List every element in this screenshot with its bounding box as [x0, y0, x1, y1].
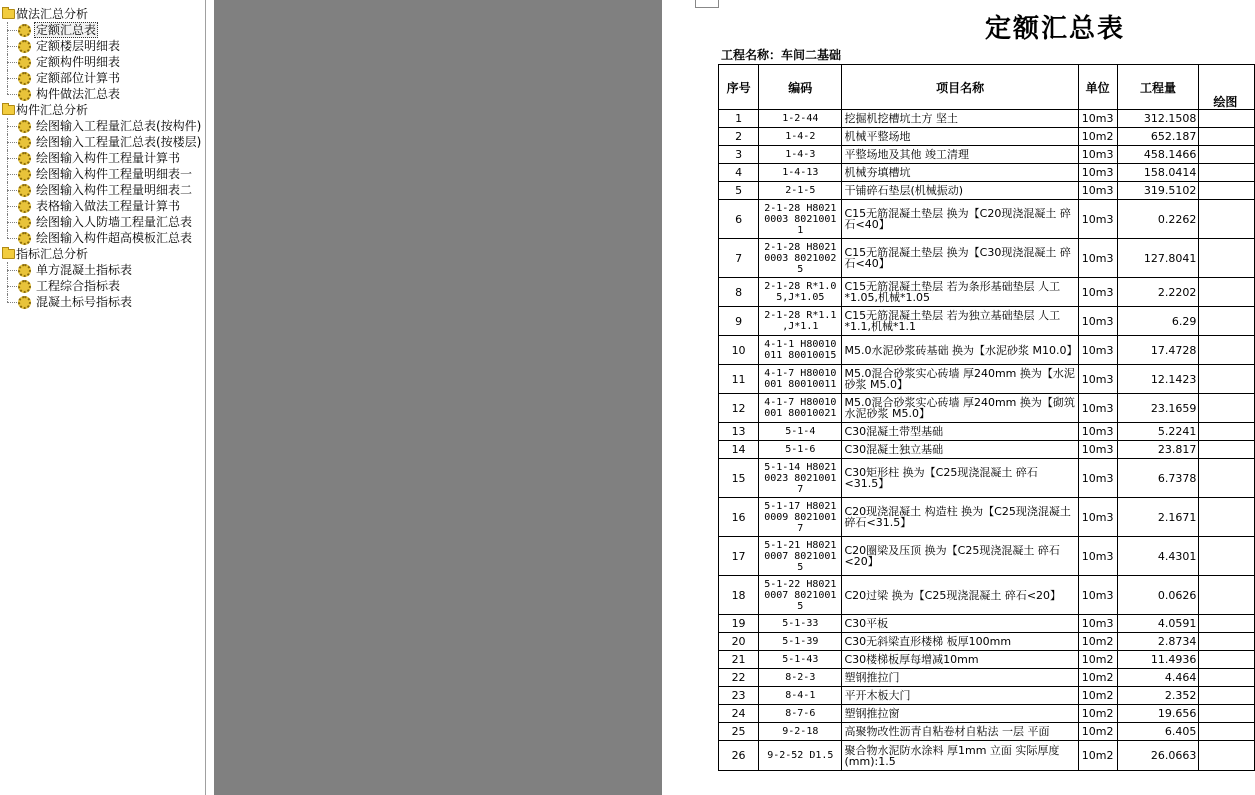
tree-item[interactable]: [0, 70, 205, 86]
cell-unit: 10m3: [1078, 394, 1117, 423]
cell-drawing: [1199, 128, 1255, 146]
report-tree: [0, 6, 205, 310]
cell-name: C20圈梁及压顶 换为【C25现浇混凝土 碎石<20】: [842, 537, 1078, 576]
cell-qty: 23.1659: [1117, 394, 1199, 423]
cell-unit: 10m3: [1078, 576, 1117, 615]
cell-unit: 10m3: [1078, 336, 1117, 365]
cell-code: 2-1-28 H8021 0003 8021002 5: [759, 239, 842, 278]
table-body: [719, 110, 1255, 771]
cell-code: 2-1-28 R*1.1 ,J*1.1: [759, 307, 842, 336]
quota-summary-table: [718, 64, 1255, 771]
cell-drawing: [1199, 365, 1255, 394]
cell-name: C30平板: [842, 615, 1078, 633]
header-qty: 工程量: [1117, 65, 1199, 110]
cell-name: 聚合物水泥防水涂料 厚1mm 立面 实际厚度(mm):1.5: [842, 741, 1078, 771]
cell-drawing: [1199, 741, 1255, 771]
tree-item-label: 绘图输入构件超高模板汇总表: [36, 231, 193, 245]
cell-drawing: [1199, 200, 1255, 239]
cell-seq: 14: [719, 441, 759, 459]
folder-icon: [2, 105, 15, 115]
tree-connector: [7, 302, 17, 303]
table-row: [719, 110, 1255, 128]
cell-unit: 10m2: [1078, 128, 1117, 146]
cell-qty: 6.7378: [1117, 459, 1199, 498]
table-row: [719, 615, 1255, 633]
cell-name: 挖掘机挖槽坑土方 坚土: [842, 110, 1078, 128]
cell-seq: 18: [719, 576, 759, 615]
cell-drawing: [1199, 633, 1255, 651]
report-gear-icon: [18, 168, 31, 181]
tree-item[interactable]: [0, 38, 205, 54]
tree-connector: [7, 158, 17, 159]
tree-item[interactable]: [0, 278, 205, 294]
page-margin: [662, 0, 695, 795]
table-row: [719, 459, 1255, 498]
cell-unit: 10m2: [1078, 687, 1117, 705]
table-row: [719, 537, 1255, 576]
cell-unit: 10m3: [1078, 537, 1117, 576]
table-row: [719, 239, 1255, 278]
tree-scrollbar[interactable]: [205, 0, 206, 795]
tree-group[interactable]: [0, 6, 205, 22]
report-title: 定额汇总表: [985, 14, 1126, 44]
table-row: [719, 278, 1255, 307]
cell-code: 2-1-28 H8021 0003 8021001 1: [759, 200, 842, 239]
cell-qty: 23.817: [1117, 441, 1199, 459]
cell-name: 干铺碎石垫层(机械振动): [842, 182, 1078, 200]
cell-seq: 7: [719, 239, 759, 278]
cell-code: 1-4-2: [759, 128, 842, 146]
cell-seq: 26: [719, 741, 759, 771]
tree-item[interactable]: [0, 230, 205, 246]
tree-connector: [7, 126, 17, 127]
cell-unit: 10m3: [1078, 459, 1117, 498]
table-row: [719, 423, 1255, 441]
cell-seq: 21: [719, 651, 759, 669]
tree-item[interactable]: [0, 166, 205, 182]
cell-qty: 19.656: [1117, 705, 1199, 723]
cell-qty: 5.2241: [1117, 423, 1199, 441]
tree-item-label: 构件做法汇总表: [36, 87, 121, 101]
report-gear-icon: [18, 280, 31, 293]
cell-unit: 10m2: [1078, 705, 1117, 723]
tree-item[interactable]: [0, 22, 205, 38]
cell-name: 平整场地及其他 竣工清理: [842, 146, 1078, 164]
cell-seq: 23: [719, 687, 759, 705]
tree-item[interactable]: [0, 198, 205, 214]
cell-seq: 13: [719, 423, 759, 441]
cell-unit: 10m3: [1078, 278, 1117, 307]
cell-name: C20过梁 换为【C25现浇混凝土 碎石<20】: [842, 576, 1078, 615]
cell-drawing: [1199, 651, 1255, 669]
cell-seq: 6: [719, 200, 759, 239]
tree-group[interactable]: [0, 246, 205, 262]
tree-item-label: 绘图输入构件工程量计算书: [36, 151, 181, 165]
cell-qty: 26.0663: [1117, 741, 1199, 771]
tree-connector: [7, 286, 17, 287]
cell-qty: 127.8041: [1117, 239, 1199, 278]
report-gear-icon: [18, 24, 31, 37]
tree-connector: [7, 174, 17, 175]
header-unit: 单位: [1078, 65, 1117, 110]
table-row: [719, 441, 1255, 459]
table-row: [719, 498, 1255, 537]
cell-unit: 10m2: [1078, 651, 1117, 669]
table-row: [719, 336, 1255, 365]
cell-seq: 12: [719, 394, 759, 423]
tree-connector: [7, 30, 17, 31]
tree-item-label: 绘图输入构件工程量明细表二: [36, 183, 193, 197]
report-gear-icon: [18, 56, 31, 69]
cell-drawing: [1199, 669, 1255, 687]
cell-code: 5-1-6: [759, 441, 842, 459]
cell-drawing: [1199, 537, 1255, 576]
cell-seq: 2: [719, 128, 759, 146]
tree-connector: [7, 94, 17, 95]
cell-qty: 4.464: [1117, 669, 1199, 687]
cell-unit: 10m2: [1078, 723, 1117, 741]
tree-connector: [7, 46, 17, 47]
tree-item-label: 绘图输入工程量汇总表(按楼层): [36, 135, 202, 149]
tree-item-label: 单方混凝土指标表: [36, 263, 133, 277]
cell-name: C15无筋混凝土垫层 换为【C30现浇混凝土 碎石<40】: [842, 239, 1078, 278]
table-header-row: [719, 65, 1255, 110]
cell-code: 8-7-6: [759, 705, 842, 723]
cell-code: 5-1-43: [759, 651, 842, 669]
cell-drawing: [1199, 239, 1255, 278]
cell-seq: 20: [719, 633, 759, 651]
cell-drawing: [1199, 336, 1255, 365]
header-name: 项目名称: [842, 65, 1078, 110]
cell-drawing: [1199, 307, 1255, 336]
cell-unit: 10m3: [1078, 441, 1117, 459]
cell-code: 9-2-18: [759, 723, 842, 741]
cell-qty: 319.5102: [1117, 182, 1199, 200]
cell-qty: 2.1671: [1117, 498, 1199, 537]
cell-unit: 10m2: [1078, 741, 1117, 771]
table-row: [719, 723, 1255, 741]
table-row: [719, 576, 1255, 615]
cell-name: M5.0混合砂浆实心砖墙 厚240mm 换为【砌筑水泥砂浆 M5.0】: [842, 394, 1078, 423]
cell-drawing: [1199, 615, 1255, 633]
folder-icon: [2, 9, 15, 19]
tree-group[interactable]: [0, 102, 205, 118]
cell-seq: 24: [719, 705, 759, 723]
cell-drawing: [1199, 110, 1255, 128]
table-row: [719, 687, 1255, 705]
cell-code: 2-1-5: [759, 182, 842, 200]
cell-seq: 3: [719, 146, 759, 164]
report-gear-icon: [18, 264, 31, 277]
cell-code: 4-1-7 H80010 001 80010011: [759, 365, 842, 394]
tree-item[interactable]: [0, 134, 205, 150]
cell-seq: 9: [719, 307, 759, 336]
tree-item-label: 混凝土标号指标表: [36, 295, 133, 309]
cell-name: C15无筋混凝土垫层 若为条形基础垫层 人工*1.05,机械*1.05: [842, 278, 1078, 307]
tree-connector: [7, 294, 8, 302]
cell-qty: 2.352: [1117, 687, 1199, 705]
report-page: [700, 0, 1255, 795]
tree-connector: [7, 142, 17, 143]
cell-drawing: [1199, 423, 1255, 441]
tree-item-label: 绘图输入构件工程量明细表一: [36, 167, 193, 181]
cell-qty: 12.1423: [1117, 365, 1199, 394]
cell-drawing: [1199, 687, 1255, 705]
report-gear-icon: [18, 152, 31, 165]
table-row: [719, 128, 1255, 146]
cell-code: 1-4-3: [759, 146, 842, 164]
cell-qty: 17.4728: [1117, 336, 1199, 365]
cell-seq: 8: [719, 278, 759, 307]
tree-item-label: 定额楼层明细表: [36, 39, 121, 53]
cell-code: 2-1-28 R*1.0 5,J*1.05: [759, 278, 842, 307]
table-row: [719, 146, 1255, 164]
table-row: [719, 365, 1255, 394]
report-gear-icon: [18, 296, 31, 309]
table-row: [719, 651, 1255, 669]
cell-unit: 10m3: [1078, 239, 1117, 278]
cell-unit: 10m3: [1078, 615, 1117, 633]
cell-name: M5.0水泥砂浆砖基础 换为【水泥砂浆 M10.0】: [842, 336, 1078, 365]
cell-unit: 10m3: [1078, 307, 1117, 336]
report-tree-panel: [0, 0, 206, 795]
table-row: [719, 164, 1255, 182]
tree-item-label: 定额部位计算书: [36, 71, 121, 85]
cell-qty: 652.187: [1117, 128, 1199, 146]
cell-drawing: [1199, 705, 1255, 723]
cell-name: 塑钢推拉门: [842, 669, 1078, 687]
tree-item[interactable]: [0, 182, 205, 198]
tree-connector: [7, 222, 17, 223]
report-gear-icon: [18, 120, 31, 133]
tree-item[interactable]: [0, 118, 205, 134]
cell-unit: 10m2: [1078, 669, 1117, 687]
cell-name: C30无斜梁直形楼梯 板厚100mm: [842, 633, 1078, 651]
tree-item[interactable]: [0, 54, 205, 70]
header-seq: 序号: [719, 65, 759, 110]
cell-drawing: [1199, 459, 1255, 498]
cell-qty: 11.4936: [1117, 651, 1199, 669]
cell-code: 5-1-21 H8021 0007 8021001 5: [759, 537, 842, 576]
cell-qty: 158.0414: [1117, 164, 1199, 182]
cell-code: 4-1-1 H80010 011 80010015: [759, 336, 842, 365]
cell-qty: 0.0626: [1117, 576, 1199, 615]
cell-drawing: [1199, 441, 1255, 459]
tree-item[interactable]: [0, 150, 205, 166]
cell-code: 5-1-14 H8021 0023 8021001 7: [759, 459, 842, 498]
preview-background: [214, 0, 662, 795]
tree-item-label: 绘图输入人防墙工程量汇总表: [36, 215, 193, 229]
tree-connector: [7, 270, 17, 271]
cell-code: 8-4-1: [759, 687, 842, 705]
cell-qty: 312.1508: [1117, 110, 1199, 128]
cell-qty: 458.1466: [1117, 146, 1199, 164]
cell-code: 1-4-13: [759, 164, 842, 182]
tree-item-label: 定额构件明细表: [36, 55, 121, 69]
table-row: [719, 741, 1255, 771]
table-row: [719, 705, 1255, 723]
cell-code: 8-2-3: [759, 669, 842, 687]
cell-unit: 10m3: [1078, 423, 1117, 441]
cell-name: 平开木板大门: [842, 687, 1078, 705]
cell-seq: 15: [719, 459, 759, 498]
cell-name: C15无筋混凝土垫层 若为独立基础垫层 人工*1.1,机械*1.1: [842, 307, 1078, 336]
tree-connector: [7, 190, 17, 191]
cell-code: 9-2-52 D1.5: [759, 741, 842, 771]
cell-seq: 1: [719, 110, 759, 128]
header-drawing-label: 绘图: [1213, 95, 1238, 109]
cell-unit: 10m3: [1078, 164, 1117, 182]
cell-seq: 11: [719, 365, 759, 394]
report-gear-icon: [18, 40, 31, 53]
cell-drawing: [1199, 394, 1255, 423]
cell-drawing: [1199, 182, 1255, 200]
cell-qty: 6.405: [1117, 723, 1199, 741]
cell-code: 5-1-17 H8021 0009 8021001 7: [759, 498, 842, 537]
project-name: 工程名称：车间二基础: [721, 48, 842, 62]
cell-qty: 6.29: [1117, 307, 1199, 336]
tree-item-label: 表格输入做法工程量计算书: [36, 199, 181, 213]
cell-drawing: [1199, 164, 1255, 182]
cell-name: 机械平整场地: [842, 128, 1078, 146]
tree-group-label: 指标汇总分析: [16, 247, 89, 261]
header-drawing: [1199, 65, 1255, 110]
table-row: [719, 633, 1255, 651]
cell-unit: 10m3: [1078, 200, 1117, 239]
tree-connector: [7, 230, 8, 238]
cell-unit: 10m3: [1078, 498, 1117, 537]
cell-seq: 4: [719, 164, 759, 182]
tree-connector: [7, 238, 17, 239]
tree-item-label: 绘图输入工程量汇总表(按构件): [36, 119, 202, 133]
tree-item[interactable]: [0, 86, 205, 102]
cell-seq: 10: [719, 336, 759, 365]
cell-drawing: [1199, 278, 1255, 307]
header-code: 编码: [759, 65, 842, 110]
report-gear-icon: [18, 72, 31, 85]
cell-code: 1-2-44: [759, 110, 842, 128]
table-row: [719, 182, 1255, 200]
cell-seq: 17: [719, 537, 759, 576]
cell-name: C30混凝土独立基础: [842, 441, 1078, 459]
cell-name: C20现浇混凝土 构造柱 换为【C25现浇混凝土 碎石<31.5】: [842, 498, 1078, 537]
report-gear-icon: [18, 136, 31, 149]
cell-drawing: [1199, 723, 1255, 741]
cell-unit: 10m2: [1078, 633, 1117, 651]
cell-name: C15无筋混凝土垫层 换为【C20现浇混凝土 碎石<40】: [842, 200, 1078, 239]
cell-seq: 19: [719, 615, 759, 633]
tree-connector: [7, 206, 17, 207]
cell-code: 4-1-7 H80010 001 80010021: [759, 394, 842, 423]
cell-qty: 2.8734: [1117, 633, 1199, 651]
cell-qty: 4.4301: [1117, 537, 1199, 576]
report-gear-icon: [18, 216, 31, 229]
cell-unit: 10m3: [1078, 110, 1117, 128]
tree-group-label: 做法汇总分析: [16, 7, 89, 21]
tree-item[interactable]: [0, 294, 205, 310]
cell-code: 5-1-33: [759, 615, 842, 633]
cell-qty: 2.2202: [1117, 278, 1199, 307]
cell-seq: 22: [719, 669, 759, 687]
tree-item[interactable]: [0, 214, 205, 230]
tree-group-label: 构件汇总分析: [16, 103, 89, 117]
cell-name: C30楼梯板厚每增减10mm: [842, 651, 1078, 669]
cell-unit: 10m3: [1078, 365, 1117, 394]
cell-drawing: [1199, 498, 1255, 537]
cell-code: 5-1-4: [759, 423, 842, 441]
tree-item-label: 定额汇总表: [36, 23, 97, 37]
report-gear-icon: [18, 88, 31, 101]
report-gear-icon: [18, 184, 31, 197]
cell-name: 塑钢推拉窗: [842, 705, 1078, 723]
tree-connector: [7, 62, 17, 63]
table-row: [719, 307, 1255, 336]
cell-seq: 5: [719, 182, 759, 200]
cell-seq: 25: [719, 723, 759, 741]
tree-connector: [7, 78, 17, 79]
table-row: [719, 394, 1255, 423]
tree-item-label: 工程综合指标表: [36, 279, 121, 293]
cell-drawing: [1199, 576, 1255, 615]
table-row: [719, 200, 1255, 239]
cell-name: 高聚物改性沥青自粘卷材自粘法 一层 平面: [842, 723, 1078, 741]
folder-icon: [2, 249, 15, 259]
cell-drawing: [1199, 146, 1255, 164]
report-gear-icon: [18, 200, 31, 213]
cell-code: 5-1-22 H8021 0007 8021001 5: [759, 576, 842, 615]
tree-item[interactable]: [0, 262, 205, 278]
cell-code: 5-1-39: [759, 633, 842, 651]
cell-unit: 10m3: [1078, 182, 1117, 200]
cell-name: C30混凝土带型基础: [842, 423, 1078, 441]
report-gear-icon: [18, 232, 31, 245]
tree-connector: [7, 86, 8, 94]
cell-name: 机械夯填槽坑: [842, 164, 1078, 182]
cell-name: M5.0混合砂浆实心砖墙 厚240mm 换为【水泥砂浆 M5.0】: [842, 365, 1078, 394]
cell-qty: 0.2262: [1117, 200, 1199, 239]
cell-qty: 4.0591: [1117, 615, 1199, 633]
cell-name: C30矩形柱 换为【C25现浇混凝土 碎石<31.5】: [842, 459, 1078, 498]
cell-unit: 10m3: [1078, 146, 1117, 164]
cell-seq: 16: [719, 498, 759, 537]
table-row: [719, 669, 1255, 687]
